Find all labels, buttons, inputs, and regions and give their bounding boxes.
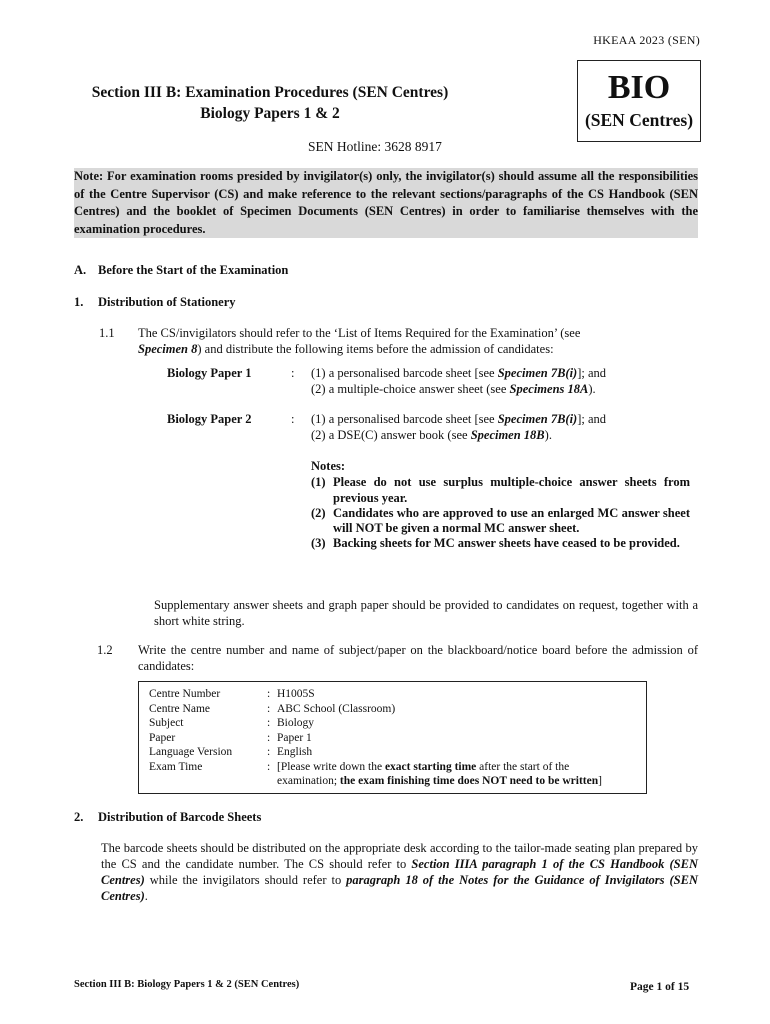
- title-line-1: Section III B: Examination Procedures (SEN Centres): [91, 84, 449, 101]
- para-1-1-line-b: ) and distribute the following items before the admission of candidates:: [197, 342, 554, 356]
- subject-box: [577, 60, 701, 142]
- notes-block: [311, 459, 690, 552]
- para-1-1-number: 1.1: [99, 326, 115, 340]
- paper-2-colon: :: [291, 412, 295, 426]
- paper-1-colon: :: [291, 366, 295, 380]
- info-row-subject: Subject : Biology: [149, 717, 315, 729]
- info-row-language: Language Version : English: [149, 746, 313, 758]
- paper-2-item-2: (2) a DSE(C) answer book (see Specimen 18B).: [311, 427, 552, 442]
- info-row-centre-number: Centre Number : H1005S: [149, 688, 315, 700]
- para-1-2-text: Write the centre number and name of subject/paper on the blackboard/notice board before the admission of candidates:: [138, 643, 698, 673]
- document-reference: HKEAA 2023 (SEN): [593, 33, 700, 47]
- paper-1-items: [311, 366, 606, 397]
- supplementary-text: Supplementary answer sheets and graph paper should be provided to candidates on request, together with a short white string.: [154, 598, 698, 628]
- section-1-title: Distribution of Stationery: [98, 295, 236, 309]
- paper-1-label: Biology Paper 1: [167, 366, 252, 380]
- info-row-exam-time: Exam Time : [Please write down the exact starting time after the start of the examination; the exam finishing time does NOT need to be written]: [149, 760, 602, 787]
- note-item: (1) Please do not use surplus multiple-choice answer sheets from previous year.: [311, 475, 690, 505]
- note-item: (2) Candidates who are approved to use an enlarged MC answer sheet will NOT be given a normal MC answer sheet.: [311, 505, 690, 536]
- notes-heading: Notes:: [311, 459, 346, 473]
- page-number: Page 1 of 15: [630, 981, 690, 993]
- paper-2-items: [311, 412, 606, 443]
- subject-code: BIO: [607, 69, 671, 106]
- info-row-paper: Paper : Paper 1: [149, 731, 312, 744]
- section-2-title: Distribution of Barcode Sheets: [98, 810, 262, 824]
- para-1-1-line-a: The CS/invigilators should refer to the ‘List of Items Required for the Examination’ (see: [138, 326, 581, 340]
- para-1-2-number: 1.2: [97, 643, 113, 657]
- paper-2-item-1: (1) a personalised barcode sheet [see Specimen 7B(i)]; and: [311, 412, 607, 426]
- page-title: [91, 82, 449, 124]
- specimen-8-ref: Specimen 8: [138, 342, 198, 356]
- section-2-number: 2.: [74, 810, 84, 824]
- para-2-text: The barcode sheets should be distributed on the appropriate desk according to the tailor-made seating plan prepared by the CS and the candidate number. The CS should refer to Section IIIA paragraph 1 of the CS Handbook (SEN Centres) while the invigilators should refer to paragraph 18 of the Notes for the Guidance of Invigilators (SEN Centres).: [101, 841, 698, 903]
- title-line-2: Biology Papers 1 & 2: [200, 105, 340, 122]
- footer-left: Section III B: Biology Papers 1 & 2 (SEN Centres): [74, 979, 300, 990]
- hotline: SEN Hotline: 3628 8917: [308, 139, 442, 154]
- note-banner: Note: For examination rooms presided by invigilator(s) only, the invigilator(s) should assume all the responsibilities of the Centre Supervisor (CS) and make reference to the relevant sections/paragraphs of the CS Handbook (SEN Centres) and the booklet of Specimen Documents (SEN Centres) in order to familiarise themselves with the examination procedures.: [74, 168, 698, 238]
- info-row-centre-name: Centre Name : ABC School (Classroom): [149, 702, 396, 715]
- para-1-1-text: [138, 325, 698, 357]
- section-1-number: 1.: [74, 295, 84, 309]
- blackboard-info-box: [138, 681, 647, 794]
- paper-1-item-1: (1) a personalised barcode sheet [see Specimen 7B(i)]; and: [311, 366, 607, 380]
- note-item: (3) Backing sheets for MC answer sheets have ceased to be provided.: [311, 536, 680, 551]
- paper-2-label: Biology Paper 2: [167, 412, 252, 426]
- paper-1-item-2: (2) a multiple-choice answer sheet (see Specimens 18A).: [311, 381, 596, 396]
- section-a-title: Before the Start of the Examination: [98, 263, 289, 277]
- subject-sub: (SEN Centres): [584, 110, 694, 130]
- section-a-number: A.: [74, 263, 87, 277]
